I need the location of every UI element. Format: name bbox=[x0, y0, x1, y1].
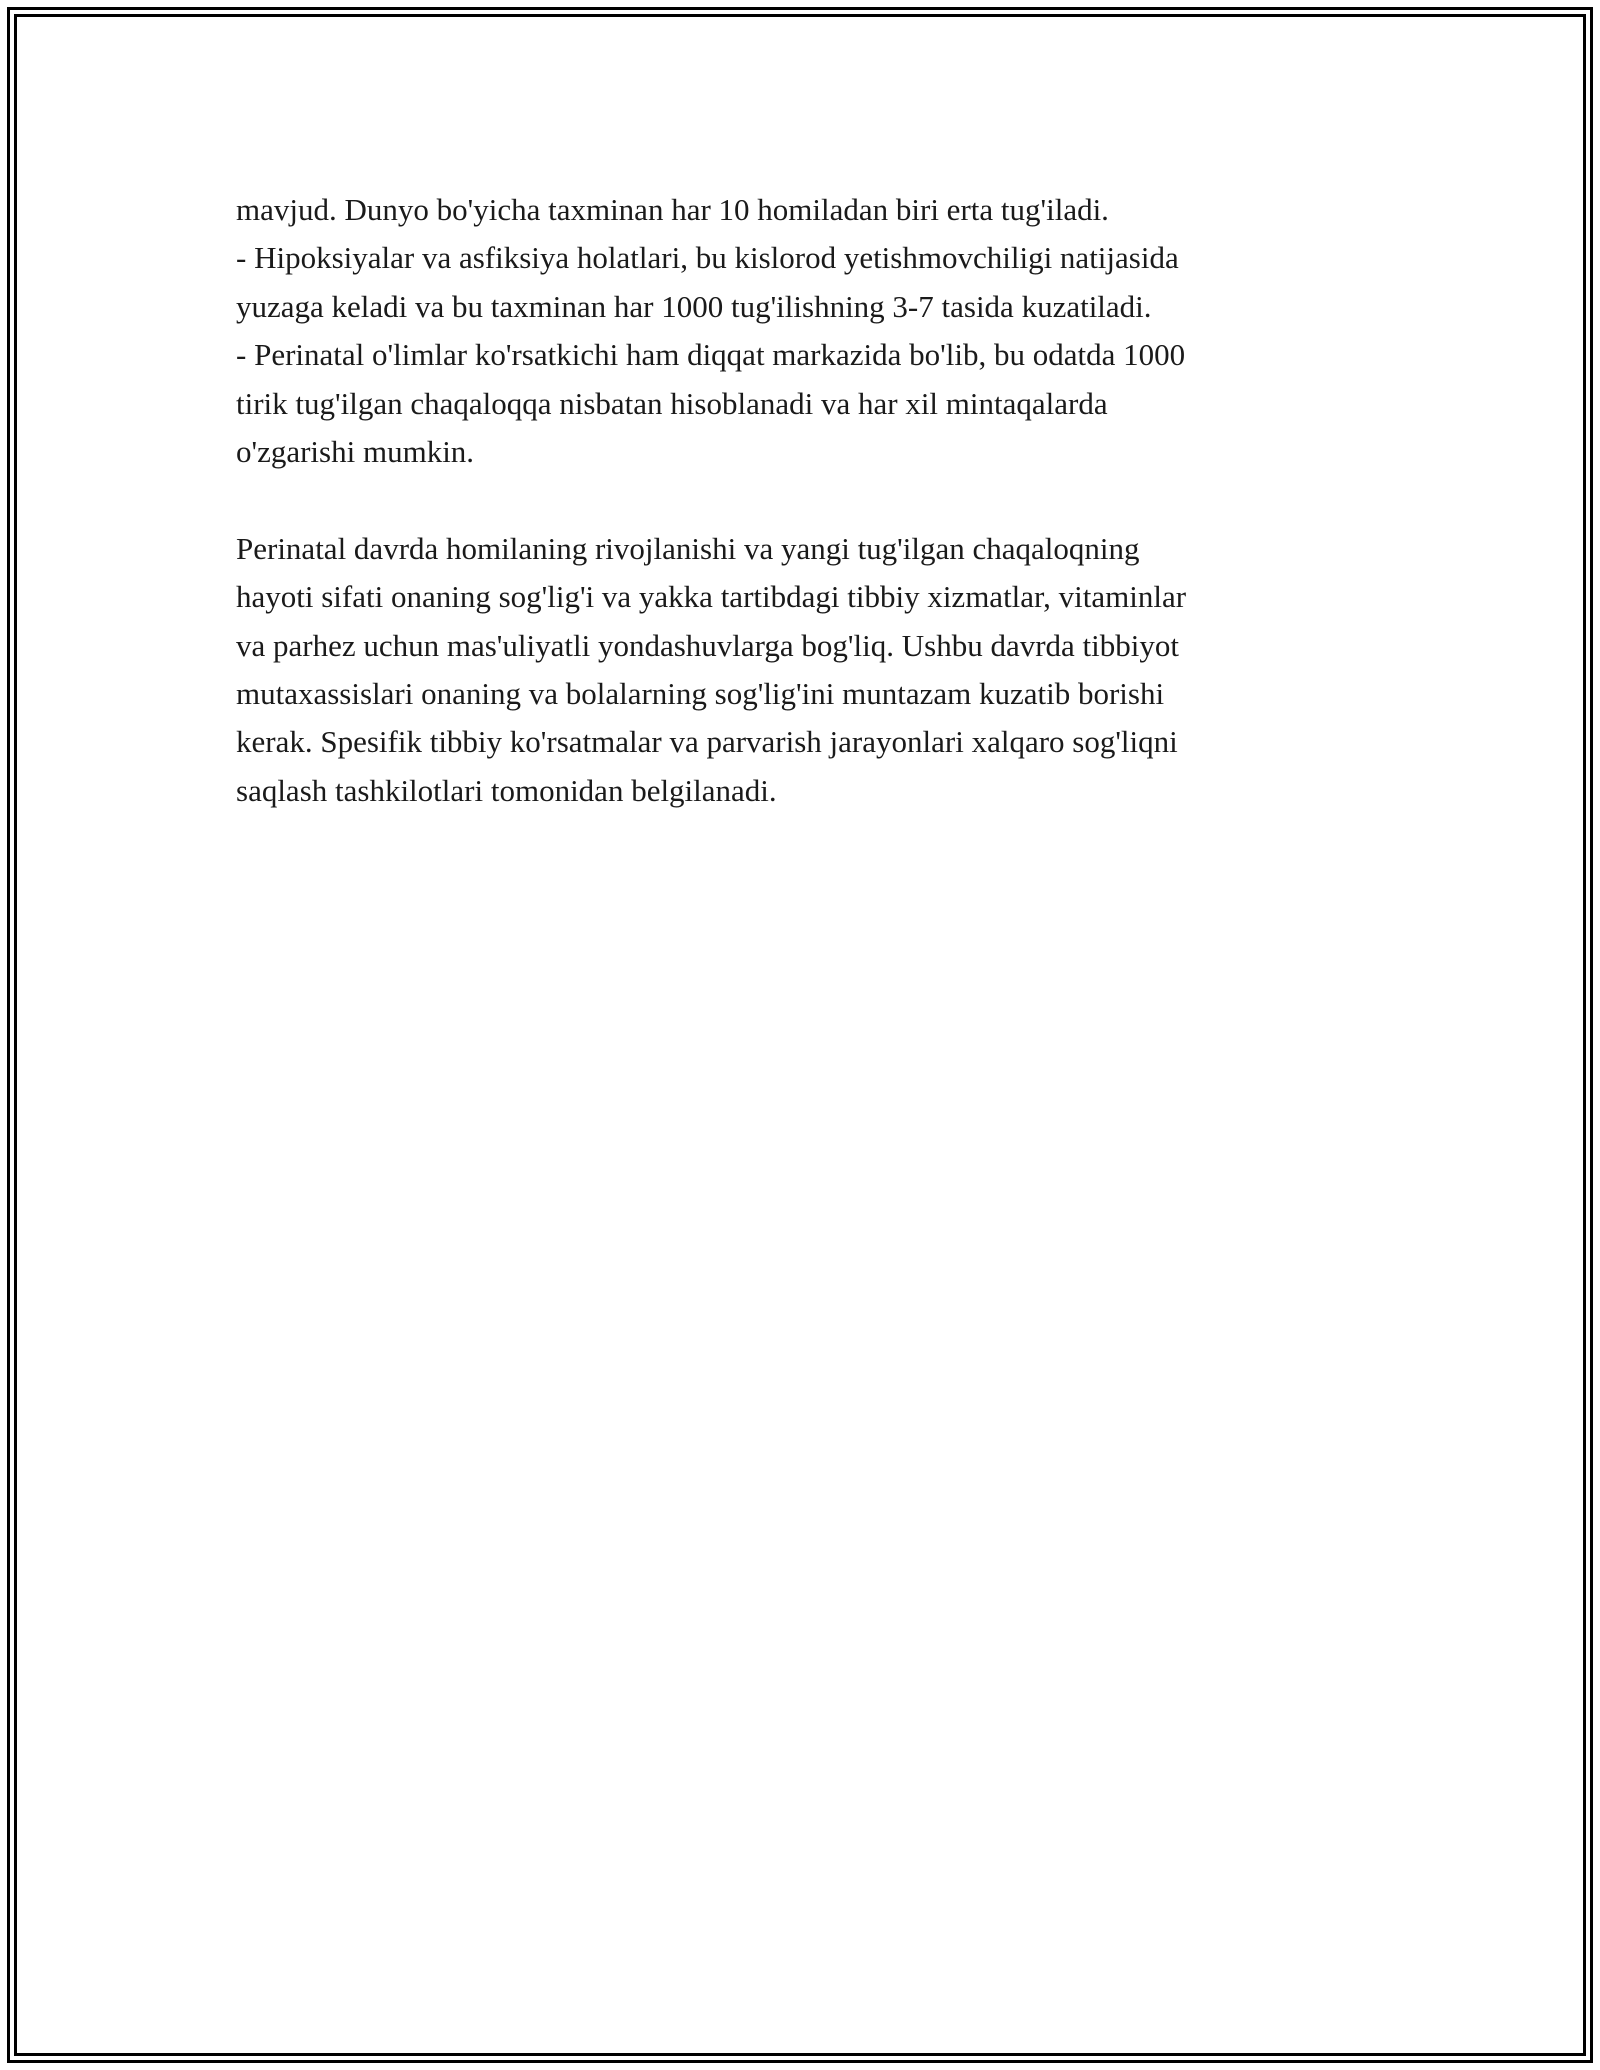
paragraph-1 bbox=[236, 186, 1396, 476]
text-line: tirik tug'ilgan chaqaloqqa nisbatan hisoblanadi va har xil mintaqalarda bbox=[236, 385, 1108, 421]
text-line: - Perinatal o'limlar ko'rsatkichi ham diqqat markazida bo'lib, bu odatda 1000 bbox=[236, 337, 1186, 373]
text-line: Perinatal davrda homilaning rivojlanishi va yangi tug'ilgan chaqaloqning bbox=[236, 530, 1140, 566]
text-line: mutaxassislari onaning va bolalarning sog'lig'ini muntazam kuzatib borishi bbox=[236, 676, 1165, 712]
text-line: va parhez uchun mas'uliyatli yondashuvlarga bog'liq. Ushbu davrda tibbiyot bbox=[236, 627, 1179, 663]
text-line: - Hipoksiyalar va asfiksiya holatlari, bu kislorod yetishmovchiligi natijasida bbox=[236, 240, 1179, 276]
text-line: hayoti sifati onaning sog'lig'i va yakka tartibdagi tibbiy xizmatlar, vitaminlar bbox=[236, 579, 1187, 615]
paragraph-2 bbox=[236, 525, 1396, 815]
document-body bbox=[236, 186, 1396, 815]
text-line: mavjud. Dunyo bo'yicha taxminan har 10 homiladan biri erta tug'iladi. bbox=[236, 192, 1109, 227]
text-line: o'zgarishi mumkin. bbox=[236, 434, 475, 470]
text-line: yuzaga keladi va bu taxminan har 1000 tug'ilishning 3-7 tasida kuzatiladi. bbox=[236, 288, 1152, 324]
text-line: kerak. Spesifik tibbiy ko'rsatmalar va parvarish jarayonlari xalqaro sog'liqni bbox=[236, 724, 1178, 760]
text-line: saqlash tashkilotlari tomonidan belgilanadi. bbox=[236, 772, 777, 808]
